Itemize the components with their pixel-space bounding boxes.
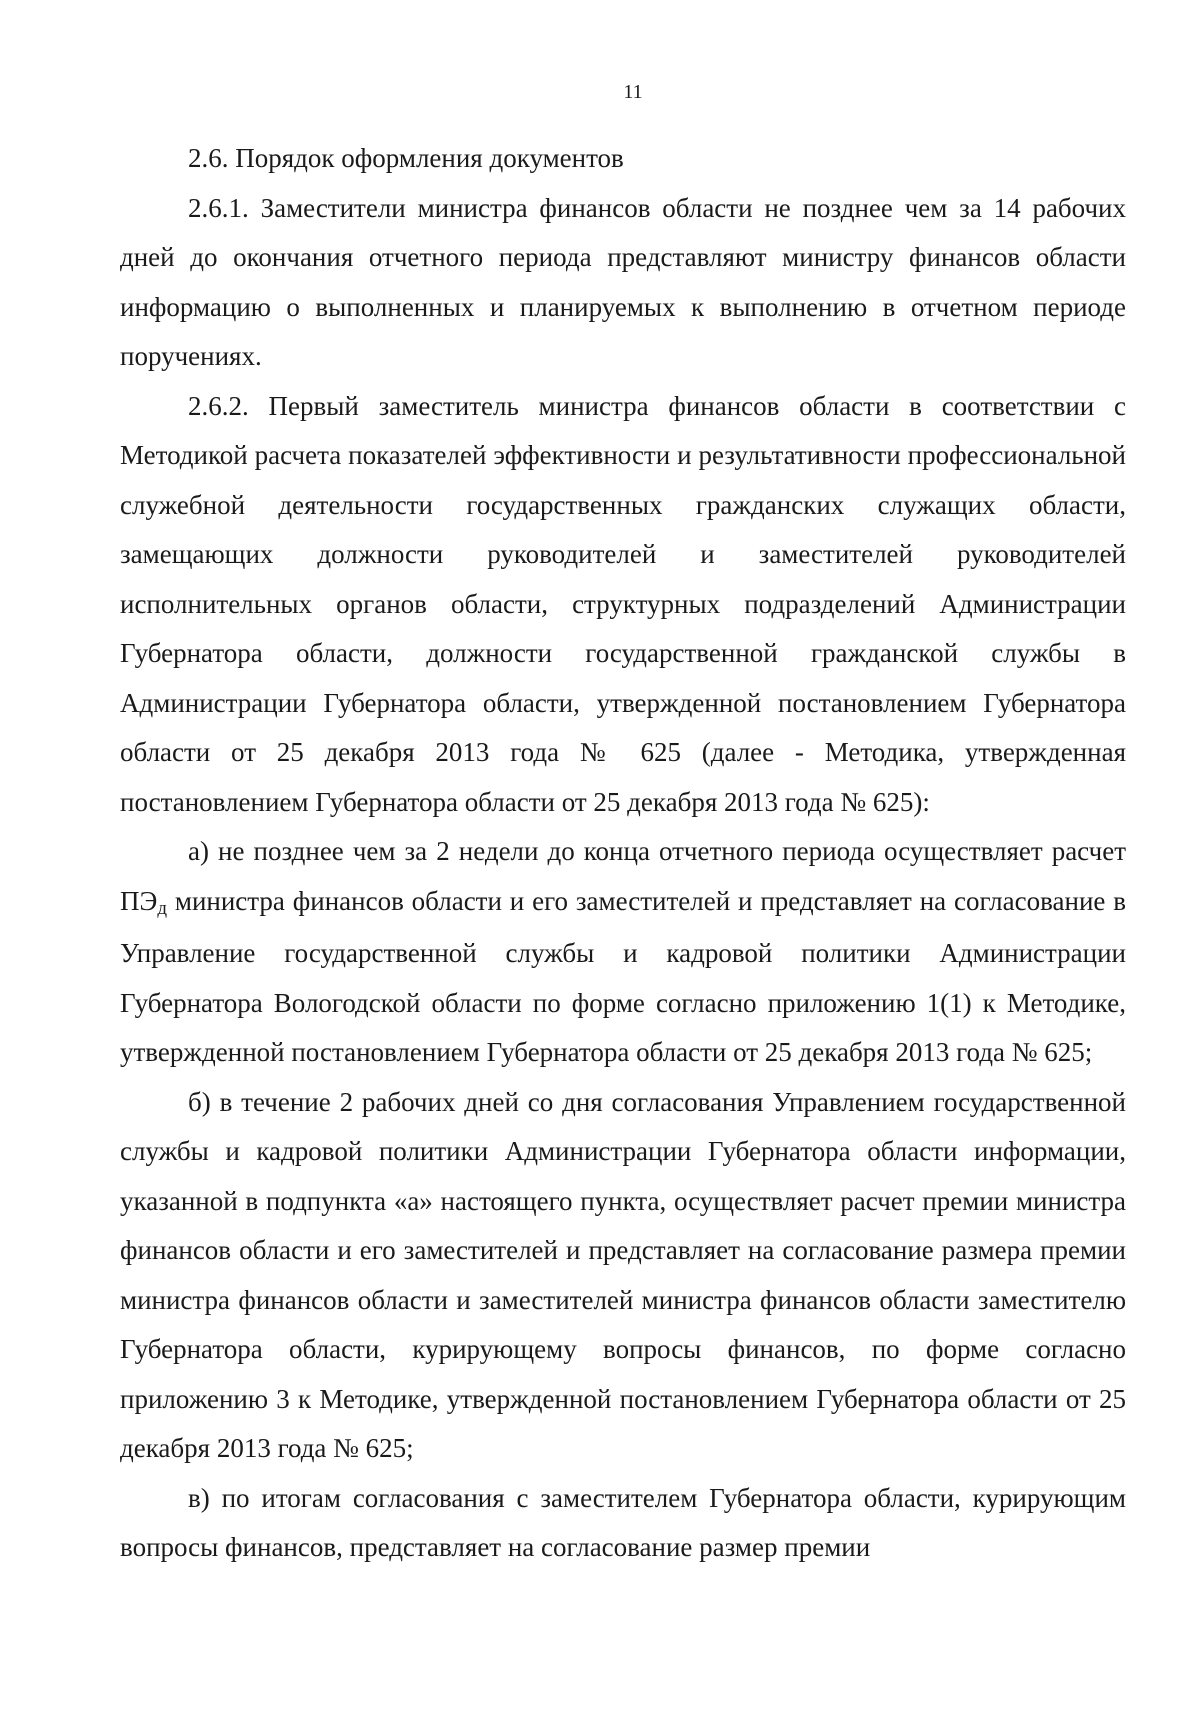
- paragraph-2-6-2: 2.6.2. Первый заместитель министра финансов области в соответствии с Методикой расчета показателей эффективности и результативности профессиональной служебной деятельности государственных гражданских служащих области, замещающих должности руководителей и заместителей руководителей исполнительных органов области, структурных подразделений Администрации Губернатора области, должности государственной гражданской службы в Администрации Губернатора области, утвержденной постановлением Губернатора области от 25 декабря 2013 года № 625 (далее - Методика, утвержденная постановлением Губернатора области от 25 декабря 2013 года № 625):: [120, 390, 1126, 817]
- item-a-text-end: министра финансов области и его заместителей и представляет на согласование в Управление государственной службы и кадровой политики Администрации Губернатора Вологодской области по форме согласно приложению 1(1) к Методике, утвержденной постановлением Губернатора области от 25 декабря 2013 года № 625;: [120, 885, 1126, 1067]
- item-a-subscript: д: [157, 897, 167, 919]
- paragraph-item-b: б) в течение 2 рабочих дней со дня согласования Управлением государственной службы и кадровой политики Администрации Губернатора области информации, указанной в подпункта «а» настоящего пункта, осуществляет расчет премии министра финансов области и его заместителей и представляет на согласование размера премии министра финансов области и заместителей министра финансов области заместителю Губернатора области, курирующему вопросы финансов, по форме согласно приложению 3 к Методике, утвержденной постановлением Губернатора области от 25 декабря 2013 года № 625;: [120, 1086, 1126, 1463]
- page-number: 11: [623, 81, 643, 103]
- section-heading: 2.6. Порядок оформления документов: [188, 143, 624, 173]
- paragraph-item-a: [120, 827, 1126, 1078]
- paragraph-2-6-1: 2.6.1. Заместители министра финансов области не позднее чем за 14 рабочих дней до окончания отчетного периода представляют министру финансов области информацию о выполненных и планируемых к выполнению в отчетном периоде поручениях.: [120, 192, 1126, 371]
- item-a-text-start: а) не позднее чем за 2 недели до конца отчетного периода осуществляет расчет ПЭ: [120, 836, 1126, 916]
- paragraph-item-v: в) по итогам согласования с заместителем Губернатора области, курирующим вопросы финансов, представляет на согласование размер премии: [120, 1482, 1126, 1562]
